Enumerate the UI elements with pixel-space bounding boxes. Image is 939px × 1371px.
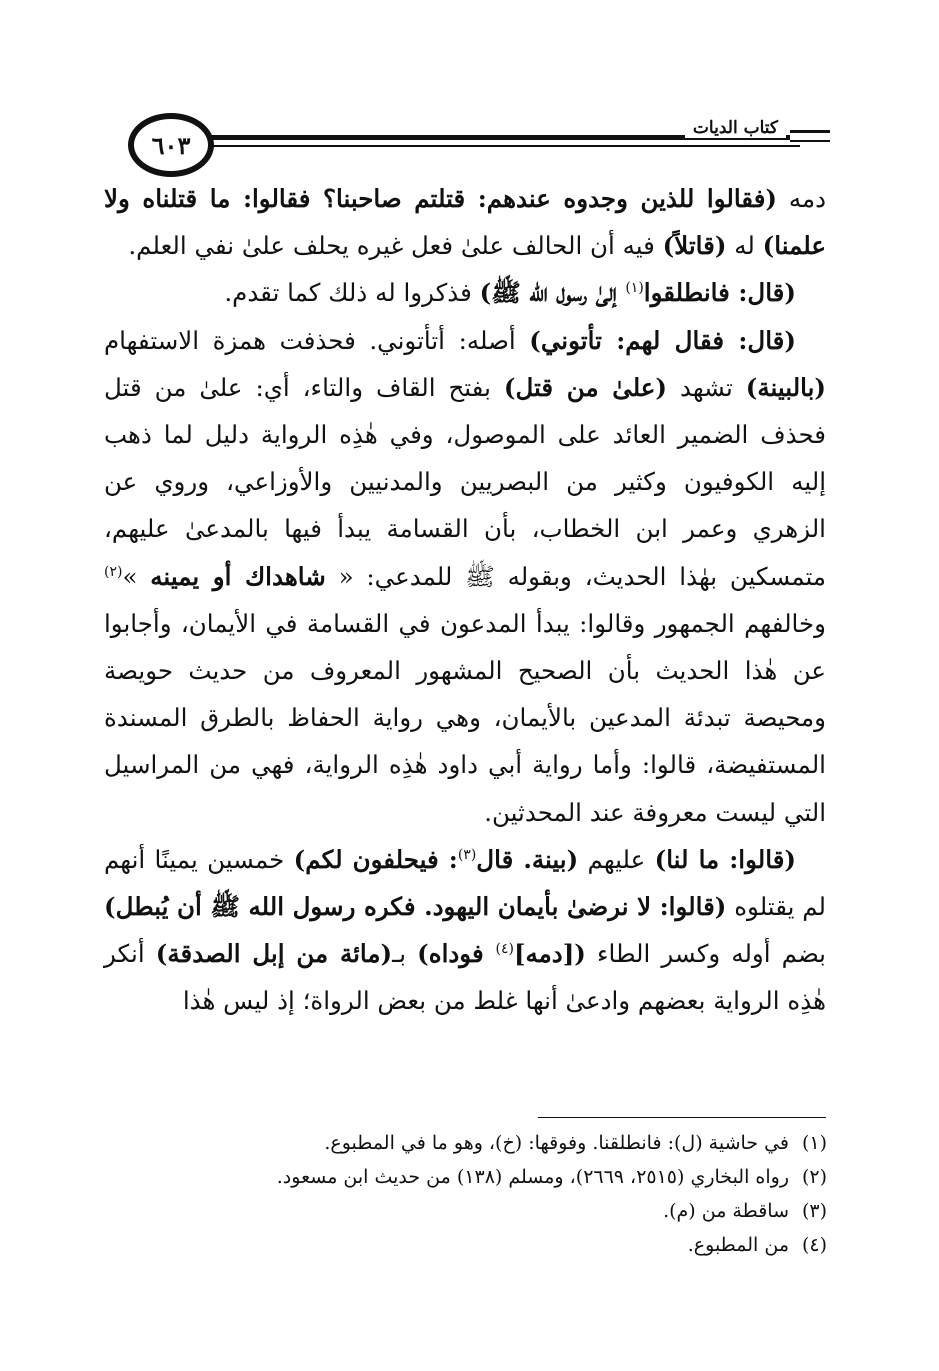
- paragraph-1: دمه (فقالوا للذين وجدوه عندهم: قتلتم صاحبنا؟ فقالوا: ما قتلناه ولا علمنا) له (قاتلاً) فيه أن الحالف علىٰ فعل غيره يحلف علىٰ نفي العلم.: [104, 184, 826, 261]
- footnote-4: (٤)من المطبوع.: [687, 1234, 827, 1256]
- footnote-ref-4[interactable]: (٤): [495, 941, 514, 958]
- footnote-ref-2[interactable]: (٢): [104, 563, 123, 580]
- footnote-3: (٣)ساقطة من (م).: [663, 1200, 827, 1222]
- footnote-ref-1[interactable]: (١): [625, 280, 644, 297]
- body-text: [104, 175, 826, 1025]
- page-header: [100, 108, 830, 168]
- footnote-divider: [538, 1117, 826, 1118]
- paragraph-2: (قال: فانطلقوا$^{(١)}$ إلىٰ رسول الله ﷺ) فذكروا له ذلك كما تقدم.: [224, 278, 796, 308]
- footnotes: [127, 1126, 827, 1262]
- page-number: ٦٠٣: [128, 113, 214, 177]
- chapter-dash-ornament: [790, 130, 830, 142]
- chapter-title: كتاب الديات: [685, 118, 786, 138]
- paragraph-4: (قالوا: ما لنا) عليهم (بينة. قال$^{(٣)}$: فيحلفون لكم) خمسين يمينًا أنهم لم يقتلوه (قالوا: لا نرضىٰ بأيمان اليهود. فكره رسول الله ﷺ أن يُبطل) بضم أوله وكسر الطاء ([دمه]$^{(٤)}$ فوداه) بـ(مائة من إبل الصدقة) أنكر هٰذِه الرواية بعضهم وادعىٰ أنها غلط من بعض الرواة؛ إذ ليس هٰذا: [104, 844, 827, 1016]
- paragraph-3: (قال: فقال لهم: تأتوني) أصله: أتأتوني. فحذفت همزة الاستفهام (بالبينة) تشهد (علىٰ من قتل) بفتح القاف والتاء، أي: علىٰ من قتل فحذف الضمير العائد على الموصول، وفي هٰذِه الرواية دليل لما ذهب إليه الكوفيون وكثير من البصريين والمدنيين والأوزاعي، وروي عن الزهري وعمر ابن الخطاب، بأن القسامة يبدأ فيها بالمدعىٰ عليهم، متمسكين بهٰذا الحديث، وبقوله ﷺ للمدعي: « شاهداك أو يمينه »$^{(٢)}$ وخالفهم الجمهور وقالوا: يبدأ المدعون في القسامة في الأيمان، وأجابوا عن هٰذا الحديث بأن الصحيح المشهور المعروف من حديث حويصة ومحيصة تبدئة المدعين بالأيمان، وهي رواية الحفاظ بالطرق المسندة المستفيضة، قالوا: وأما رواية أبي داود هٰذِه الرواية، فهي من المراسيل التي ليست معروفة عند المحدثين.: [104, 325, 827, 827]
- footnote-1: (١)في حاشية (ل): فانطلقنا. وفوقها: (خ)، وهو ما في المطبوع.: [324, 1132, 827, 1154]
- header-rule-thin: [188, 145, 800, 147]
- footnote-2: (٢)رواه البخاري (٢٥١٥، ٢٦٦٩)، ومسلم (١٣٨) من حديث ابن مسعود.: [276, 1166, 827, 1188]
- footnote-ref-3[interactable]: (٣): [457, 846, 477, 863]
